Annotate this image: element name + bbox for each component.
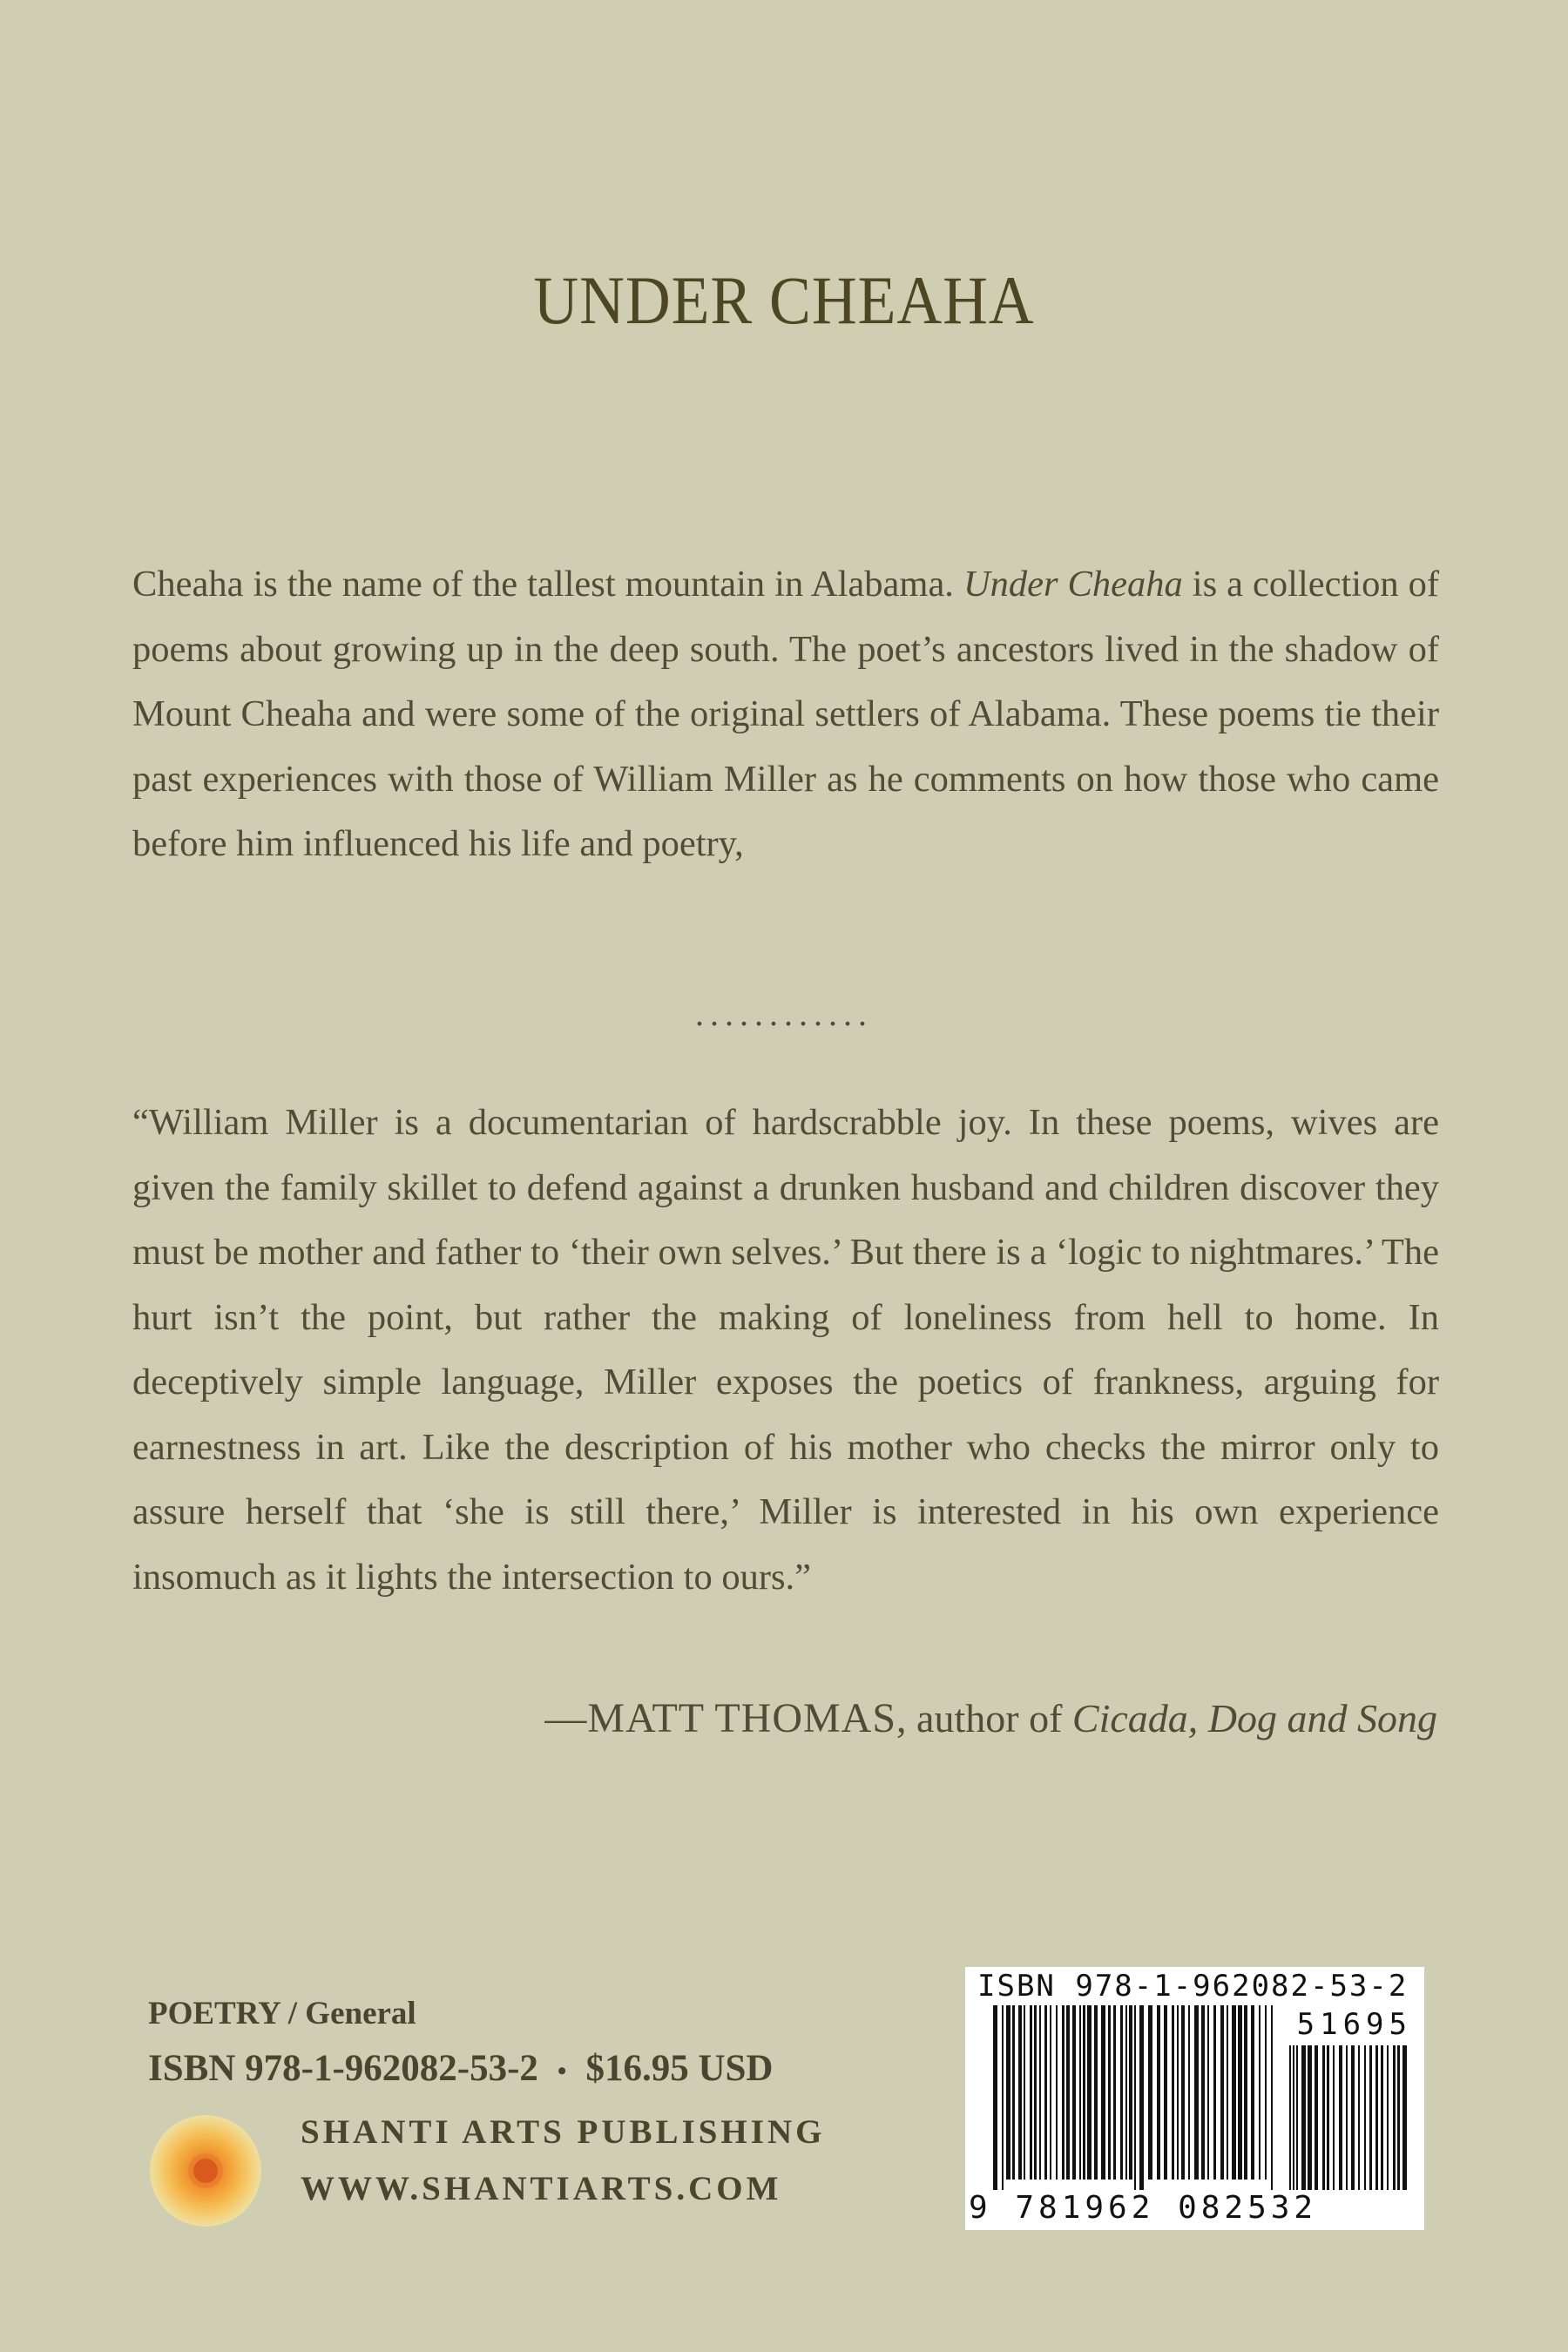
barcode-bar [1129, 2005, 1132, 2180]
barcode-bar [1188, 2005, 1190, 2180]
barcode-isbn-text: ISBN 978-1-962082-53-2 [977, 1969, 1409, 2004]
barcode-bar [1315, 2045, 1318, 2190]
barcode-bar [1157, 2005, 1160, 2180]
barcode-bar [1083, 2005, 1085, 2180]
barcode-bar [1062, 2005, 1064, 2180]
barcode-bar [1181, 2005, 1185, 2180]
barcode-bar [1072, 2005, 1076, 2180]
barcode-bar [1346, 2045, 1348, 2190]
barcode-bar [1034, 2005, 1037, 2180]
barcode-bar [1308, 2045, 1312, 2190]
barcode-label [965, 1967, 1424, 2230]
review-quote: “William Miller is a documentarian of hardscrabble joy. In these poems, wives are given the family skillet to defend against a drunken husband and children discover they must be mother and father to ‘their own selves.’ But there is a ‘logic to nightmares.’ The hurt isn’t the point, but rather the making of loneliness from hell to home. In deceptively simple language, Miller exposes the poetics of frankness, arguing for earnestness in art. Like the description of his mother who checks the mirror only to assure herself that ‘she is still there,’ Miller is interested in his own experience insomuch as it lights the intersection to ours.” [132, 1102, 1439, 1598]
barcode-bar [1220, 2005, 1224, 2180]
barcode-bars [993, 2005, 1281, 2190]
barcode-bar [1113, 2005, 1116, 2180]
reviewer-name: —MATT THOMAS [544, 1695, 897, 1741]
publisher-name: SHANTI ARTS PUBLISHING [301, 2113, 826, 2151]
barcode-bar [1172, 2005, 1174, 2180]
attribution-connector: , author of [896, 1696, 1072, 1740]
barcode-bar [1087, 2005, 1092, 2180]
barcode-bar [1018, 2005, 1022, 2180]
barcode-bar [1327, 2045, 1329, 2190]
barcode-bar [1056, 2005, 1058, 2180]
description-italic-title: Under Cheaha [963, 564, 1183, 605]
barcode-bar [1375, 2045, 1378, 2190]
barcode-bar [1259, 2005, 1260, 2180]
barcode-bar [1120, 2005, 1123, 2180]
barcode-bar [1238, 2005, 1242, 2180]
barcode-bar [1134, 2005, 1136, 2190]
barcode-bar [1094, 2005, 1098, 2180]
barcode-bar [1296, 2045, 1298, 2190]
barcode-bar [1387, 2045, 1389, 2190]
barcode-bar [1289, 2045, 1291, 2190]
barcode-bar [1101, 2005, 1105, 2180]
barcode-bar [1244, 2005, 1247, 2180]
barcode-bar [1201, 2005, 1205, 2180]
barcode-bar [1039, 2005, 1041, 2180]
isbn-price-line [148, 2047, 773, 2090]
description-text-2: is a collection of poems about growing up in the deep south. The poet’s ancestors lived in the shadow of Mount Cheaha and were some of the original settlers of Alabama. These poems tie their past experiences with those of William Miller as he comments on how those who came before him influenced his life and poetry, [132, 564, 1440, 864]
barcode-bar [1125, 2005, 1127, 2180]
barcode-bar [1351, 2045, 1355, 2190]
barcode-bar [1012, 2005, 1015, 2180]
description-text-1: Cheaha is the name of the tallest mountain in Alabama. [132, 564, 963, 605]
barcode-price-code: 51695 [1296, 2007, 1412, 2042]
barcode-bar [1251, 2005, 1254, 2180]
reviewer-book-title: Cicada, Dog and Song [1071, 1696, 1437, 1740]
barcode-bar [1108, 2005, 1111, 2180]
barcode-bar [1177, 2005, 1179, 2180]
barcode-bar [1006, 2005, 1010, 2180]
barcode-ean-digits: 9 781962 082532 [969, 2190, 1318, 2226]
barcode-bar [1364, 2045, 1366, 2190]
barcode-bar [1402, 2045, 1407, 2190]
barcode-bar [1207, 2005, 1209, 2180]
barcode-bar [993, 2005, 997, 2190]
barcode-bar [1232, 2005, 1236, 2180]
barcode-bar [1333, 2045, 1335, 2190]
publisher-website: WWW.SHANTIARTS.COM [301, 2170, 782, 2207]
barcode-bar [1194, 2005, 1199, 2180]
barcode-bar [1271, 2005, 1273, 2190]
barcode-bar [1164, 2005, 1167, 2180]
barcode-bar [1079, 2005, 1081, 2180]
barcode-bar [1397, 2045, 1400, 2190]
isbn-text: ISBN 978-1-962082-53-2 [148, 2048, 538, 2089]
review-attribution [544, 1694, 1437, 1742]
barcode-bar [1050, 2005, 1051, 2180]
barcode-bar [1002, 2005, 1004, 2190]
book-title: UNDER CHEAHA [533, 262, 1035, 338]
barcode-bar [1148, 2005, 1152, 2180]
barcode-bar [1139, 2005, 1144, 2190]
publisher-logo-icon [150, 2115, 261, 2227]
barcode-bar [1030, 2005, 1032, 2180]
barcode-bar [1024, 2005, 1025, 2180]
section-divider: ............ [695, 994, 873, 1033]
barcode-bar [1044, 2005, 1047, 2180]
book-description [132, 552, 1439, 877]
barcode-bar [1393, 2045, 1396, 2190]
barcode-bar [1265, 2005, 1267, 2180]
barcode-bar [1066, 2005, 1070, 2180]
barcode-bar [1293, 2045, 1294, 2190]
barcode-bar [1369, 2045, 1372, 2190]
barcode-bar [1227, 2005, 1228, 2180]
price-text: $16.95 USD [585, 2048, 774, 2089]
barcode-bar [1301, 2045, 1306, 2190]
barcode-bar [1358, 2045, 1360, 2190]
separator-dot: • [557, 2057, 567, 2086]
barcode-bar [1322, 2045, 1325, 2190]
book-category: POETRY / General [148, 1996, 416, 2031]
barcode-bar [1339, 2045, 1342, 2190]
barcode-bar [1213, 2005, 1216, 2180]
barcode-bar [1381, 2045, 1383, 2190]
price-barcode-bars [1289, 2045, 1411, 2190]
